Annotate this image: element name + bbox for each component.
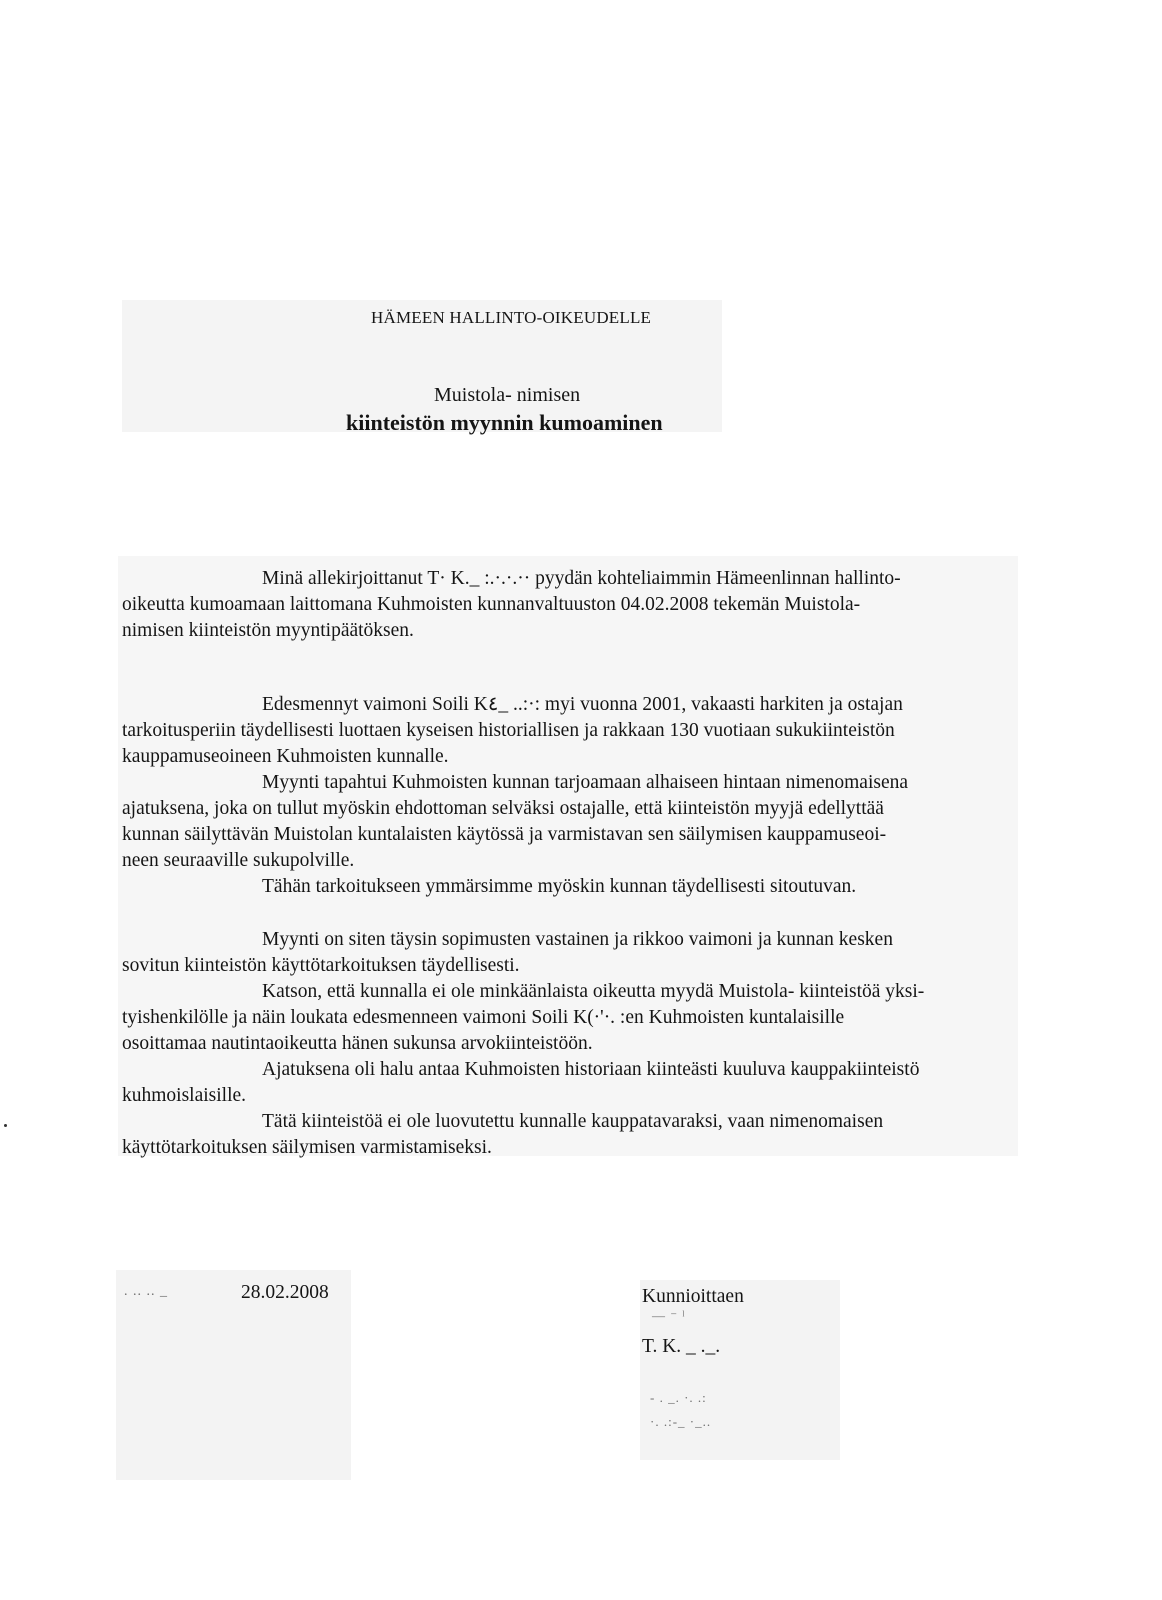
subject-line-1: Muistola- nimisen [434, 384, 581, 406]
body-line: tyishenkilölle ja näin loukata edesmenneen vaimoni Soili K(·'·. :en Kuhmoisten kuntalaisille [122, 1007, 845, 1028]
body-line: Minä allekirjoittanut T· K._ :.·.·.·· pyydän kohteliaimmin Hämeenlinnan hallinto- [262, 568, 901, 589]
body-line: käyttötarkoituksen säilymisen varmistamiseksi. [122, 1137, 492, 1158]
scan-dot [4, 1124, 7, 1127]
body-line: tarkoitusperiin täydellisesti luottaen kyseisen historiallisen ja rakkaan 130 vuotiaan sukukiinteistön [122, 720, 895, 741]
body-line: Tätä kiinteistöä ei ole luovutettu kunnalle kauppatavaraksi, vaan nimenomaisen [262, 1111, 884, 1132]
signature-mark: — ⁻ ˡ [652, 1308, 686, 1323]
body-line: Myynti tapahtui Kuhmoisten kunnan tarjoamaan alhaiseen hintaan nimenomaisena [262, 772, 909, 793]
addressee-heading: HÄMEEN HALLINTO-OIKEUDELLE [371, 308, 652, 327]
signing-date: 28.02.2008 [241, 1282, 329, 1303]
body-line: kauppamuseoineen Kuhmoisten kunnalle. [122, 746, 449, 767]
address-line-1: - . _. ·. .: [650, 1390, 707, 1405]
place-redacted: . .. .. _ [124, 1284, 168, 1299]
body-line: osoittamaa nautintaoikeutta hänen sukunsa arvokiinteistöön. [122, 1033, 593, 1054]
address-line-2: ·. .:-_ ·_.. [650, 1414, 712, 1429]
body-line: sovitun kiinteistön käyttötarkoituksen täydellisesti. [122, 955, 520, 976]
body-line: Edesmennyt vaimoni Soili K٤_ ..:·: myi vuonna 2001, vakaasti harkiten ja ostajan [262, 694, 903, 715]
document-title: kiinteistön myynnin kumoaminen [346, 410, 663, 435]
body-line: Myynti on siten täysin sopimusten vastainen ja rikkoo vaimoni ja kunnan kesken [262, 929, 893, 950]
body-line: Tähän tarkoitukseen ymmärsimme myöskin kunnan täydellisesti sitoutuvan. [262, 876, 857, 897]
body-line: nimisen kiinteistön myyntipäätöksen. [122, 620, 414, 641]
body-line: neen seuraaville sukupolville. [122, 850, 355, 871]
body-line: Katson, että kunnalla ei ole minkäänlaista oikeutta myydä Muistola- kiinteistöä yksi- [262, 981, 925, 1002]
body-line: kunnan säilyttävän Muistolan kuntalaisten käytössä ja varmistavan sen säilymisen kauppamuseoi- [122, 824, 887, 845]
signer-name: T. K. _ ._. [642, 1336, 721, 1357]
body-line: ajatuksena, joka on tullut myöskin ehdottoman selväksi ostajalle, että kiinteistön myyjä edellyttää [122, 798, 884, 819]
body-line: Ajatuksena oli halu antaa Kuhmoisten historiaan kiinteästi kuuluva kauppakiinteistö [262, 1059, 920, 1080]
body-line: oikeutta kumoamaan laittomana Kuhmoisten kunnanvaltuuston 04.02.2008 tekemän Muistola- [122, 594, 861, 615]
body-line: kuhmoislaisille. [122, 1085, 247, 1106]
closing-salutation: Kunnioittaen [642, 1286, 744, 1307]
